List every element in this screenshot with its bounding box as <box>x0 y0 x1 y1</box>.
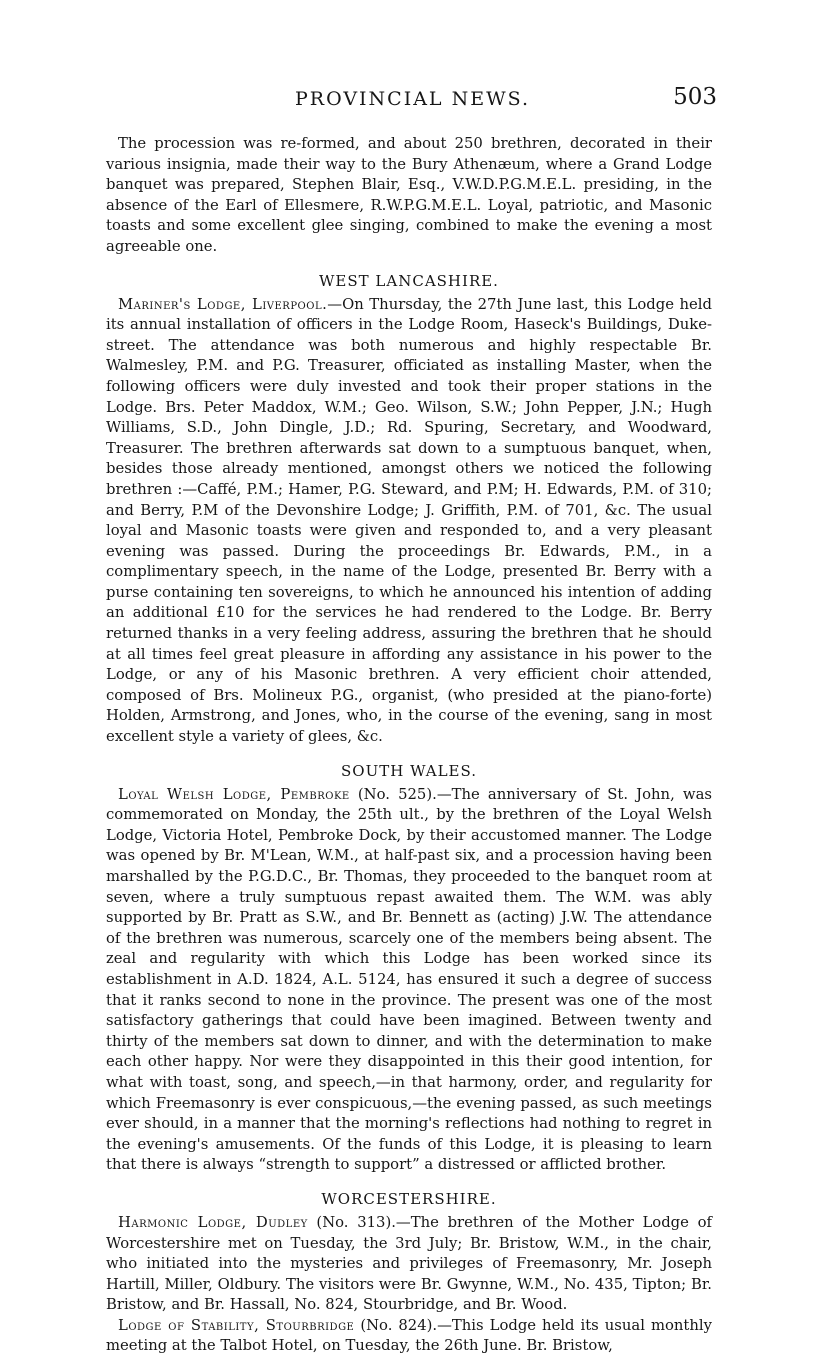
worcestershire-paragraph-stability <box>106 1316 712 1357</box>
section-heading-worcestershire: WORCESTERSHIRE. <box>321 1189 497 1208</box>
lodge-name-lead: Mariner's Lodge, Liverpool. <box>118 295 328 313</box>
section-heading-west-lancashire: WEST LANCASHIRE. <box>319 271 499 290</box>
running-head <box>0 84 825 118</box>
paragraph-text: (No. 313).—The brethren of the Mother Lodge of Worcestershire met on Tuesday, the 3rd July; Br. Bristow, W.M., in the chair, who initiated into the mysteries and privileges of Freemasonry, Mr. Joseph Hartill, Miller, Oldbury. The visitors were Br. Gwynne, W.M., No. 435, Tipton; Br. Bristow, and Br. Hassall, No. 824, Stourbridge, and Br. Wood. <box>106 1213 712 1314</box>
paragraph-text: (No. 525).—The anniversary of St. John, was commemorated on Monday, the 25th ult., by the brethren of the Loyal Welsh Lodge, Victoria Hotel, Pembroke Dock, by their accustomed manner. The Lodge was opened by Br. M'Lean, W.M., at half-past six, and a procession having been marshalled by the P.G.D.C., Br. Thomas, they proceeded to the banquet room at seven, where a truly sumptuous repast awaited them. The W.M. was ably supported by Br. Pratt as S.W., and Br. Bennett as (acting) J.W. The attendance of the brethren was numerous, scarcely one of the members being absent. The zeal and regularity with which this Lodge has been worked since its establishment in A.D. 1824, A.L. 5124, has ensured it such a degree of success that it ranks second to none in the province. The present was one of the most satisfactory gatherings that could have been imagined. Between twenty and thirty of the members sat down to dinner, and with the determination to make each other happy. Nor were they disappointed in this their good intention, for what with toast, song, and speech,—in that harmony, order, and regularity for which Freemasonry is ever conspicuous,—the evening passed, as such meetings ever should, in a manner that the morning's reflections had nothing to regret in the evening's amusements. Of the funds of this Lodge, it is pleasing to learn that there is always “strength to support” a distressed or afflicted brother. <box>106 785 712 1174</box>
page-number: 503 <box>673 84 717 110</box>
paragraph-text: (No. 824).—This Lodge held its usual monthly meeting at the Talbot Hotel, on Tuesday, the 26th June. Br. Bristow, <box>106 1316 712 1355</box>
article-body <box>106 134 712 1357</box>
lodge-name-lead: Lodge of Stability, Stourbridge <box>118 1316 355 1334</box>
west-lancashire-paragraph <box>106 295 712 748</box>
intro-paragraph: The procession was re-formed, and about 250 brethren, decorated in their various insignia, made their way to the Bury Athenæum, where a Grand Lodge banquet was prepared, Stephen Blair, Esq., V.W.D.P.G.M.E.L. presiding, in the absence of the Earl of Ellesmere, R.W.P.G.M.E.L. Loyal, patriotic, and Masonic toasts and some excellent glee singing, combined to make the evening a most agreeable one. <box>106 135 712 255</box>
worcestershire-paragraph-harmonic <box>106 1213 712 1316</box>
paragraph-text: —On Thursday, the 27th June last, this Lodge held its annual installation of officers in the Lodge Room, Haseck's Buildings, Duke-street. The attendance was both numerous and highly respectable Br. Walmesley, P.M. and P.G. Treasurer, officiated as installing Master, when the following officers were duly invested and took their proper stations in the Lodge. Brs. Peter Maddox, W.M.; Geo. Wilson, S.W.; John Pepper, J.N.; Hugh Williams, S.D., John Dingle, J.D.; Rd. Spuring, Secretary, and Woodward, Treasurer. The brethren afterwards sat down to a sumptuous banquet, when, besides those already mentioned, amongst others we noticed the following brethren :—Caffé, P.M.; Hamer, P.G. Steward, and P.M; H. Edwards, P.M. of 310; and Berry, P.M of the Devonshire Lodge; J. Griffith, P.M. of 701, &c. The usual loyal and Masonic toasts were given and responded to, and a very pleasant evening was passed. During the proceedings Br. Edwards, P.M., in a complimentary speech, in the name of the Lodge, presented Br. Berry with a purse containing ten sovereigns, to which he announced his intention of adding an additional £10 for the services he had rendered to the Lodge. Br. Berry returned thanks in a very feeling address, assuring the brethren that he should at all times feel great pleasure in affording any assistance in his power to the Lodge, or any of his Masonic brethren. A very efficient choir attended, composed of Brs. Molineux P.G., organist, (who presided at the piano-forte) Holden, Armstrong, and Jones, who, in the course of the evening, sang in most excellent style a variety of glees, &c. <box>106 295 712 746</box>
lodge-name-lead: Loyal Welsh Lodge, Pembroke <box>118 785 350 803</box>
lodge-name-lead: Harmonic Lodge, Dudley <box>118 1213 308 1231</box>
section-heading-south-wales: SOUTH WALES. <box>341 761 477 780</box>
running-title: PROVINCIAL NEWS. <box>294 88 530 110</box>
south-wales-paragraph <box>106 785 712 1176</box>
